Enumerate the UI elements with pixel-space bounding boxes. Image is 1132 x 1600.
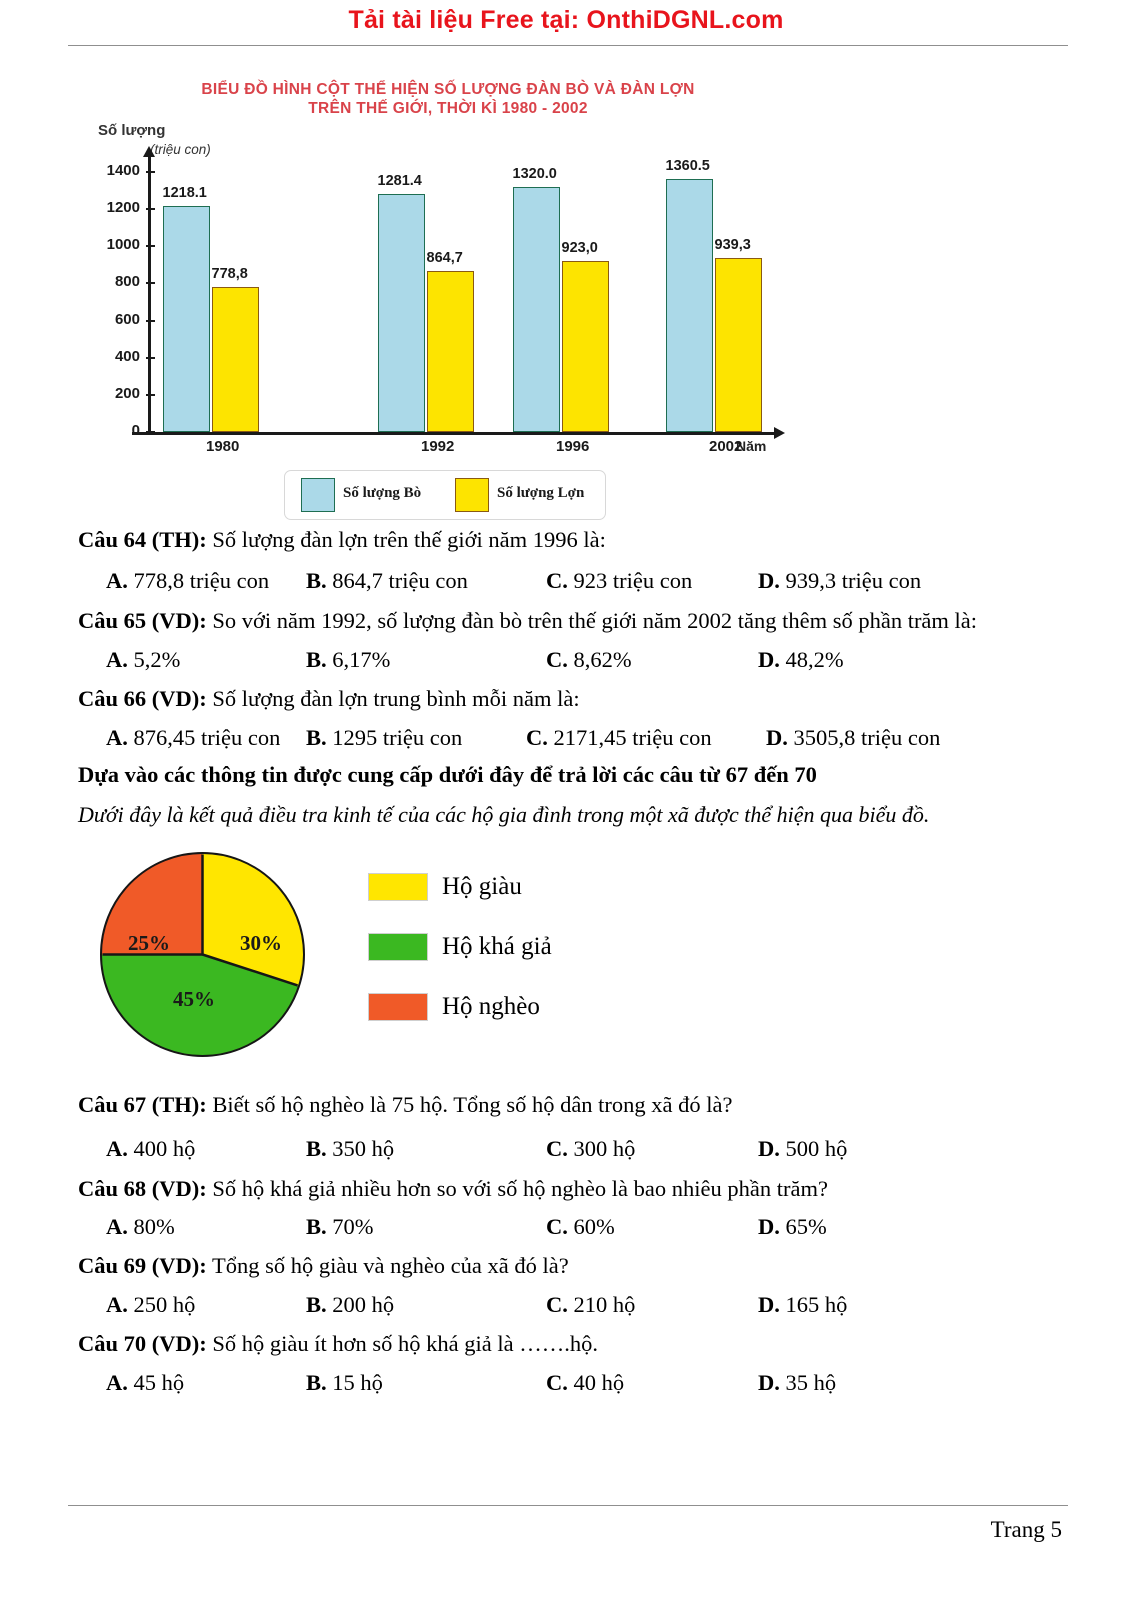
option-66-c[interactable]: C. 2171,45 triệu con [526, 725, 712, 750]
y-tick-1000: 1000 [106, 236, 140, 254]
bar-1996-bo [513, 187, 560, 432]
option-69-b[interactable]: B. 200 hộ [306, 1292, 395, 1317]
bar-value-1996-lon: 923,0 [561, 239, 598, 256]
y-tick-mark-0 [146, 431, 155, 433]
legend-label-lon: Số lượng Lợn [497, 485, 585, 501]
y-axis-line [148, 156, 151, 434]
pie-legend-label-rich: Hộ giàu [442, 873, 522, 900]
question-stem-67 [78, 1092, 1058, 1118]
bar-value-1992-lon: 864,7 [426, 250, 463, 267]
bar-1980-bo [163, 206, 210, 432]
answer-row-66 [78, 725, 1058, 755]
question-stem-68 [78, 1176, 1058, 1202]
promo-header: Tải tài liệu Free tại: OnthiDGNL.com [348, 6, 784, 34]
x-tick-1992: 1992 [421, 438, 455, 455]
option-66-b[interactable]: B. 1295 triệu con [306, 725, 463, 750]
option-65-d[interactable]: D. 48,2% [758, 647, 844, 672]
question-text-66: Số lượng đàn lợn trung bình mỗi năm là: [206, 686, 580, 711]
question-number-68: Câu 68 (VD): [78, 1176, 207, 1201]
answer-row-70 [78, 1370, 1058, 1400]
bar-chart-title-line2: TRÊN THẾ GIỚI, THỜI KÌ 1980 - 2002 [308, 100, 588, 117]
option-64-a[interactable]: A. 778,8 triệu con [106, 568, 270, 593]
y-axis-unit: (triệu con) [150, 142, 211, 157]
bar-chart-title-line1: BIỂU ĐỒ HÌNH CỘT THỂ HIỆN SỐ LƯỢNG ĐÀN BÒ VÀ ĐÀN LỢN [201, 81, 695, 98]
bar-value-1992-bo: 1281.4 [377, 173, 422, 190]
option-64-b[interactable]: B. 864,7 triệu con [306, 568, 468, 593]
bar-1980-lon [212, 287, 259, 432]
question-text-69: Tổng số hộ giàu và nghèo của xã đó là? [206, 1253, 569, 1278]
question-stem-65 [78, 608, 1058, 634]
pie-label-welloff: 45% [173, 987, 215, 1011]
pie-label-poor: 25% [128, 931, 170, 955]
footer-divider [68, 1505, 1068, 1506]
answer-row-65 [78, 647, 1058, 677]
legend-swatch-bo-icon [301, 478, 335, 512]
y-tick-400: 400 [114, 347, 140, 365]
bar-chart-legend [284, 470, 606, 520]
y-tick-mark-400 [146, 357, 155, 359]
y-tick-600: 600 [114, 310, 140, 328]
question-text-68: Số hộ khá giả nhiều hơn so với số hộ nghèo là bao nhiêu phần trăm? [206, 1176, 828, 1201]
pie-legend-label-poor: Hộ nghèo [442, 993, 540, 1020]
y-tick-mark-1000 [146, 245, 155, 247]
pie-legend-label-welloff: Hộ khá giả [442, 933, 552, 960]
option-67-a[interactable]: A. 400 hộ [106, 1136, 196, 1161]
option-69-a[interactable]: A. 250 hộ [106, 1292, 196, 1317]
option-67-b[interactable]: B. 350 hộ [306, 1136, 395, 1161]
question-text-67: Biết số hộ nghèo là 75 hộ. Tổng số hộ dân trong xã đó là? [206, 1092, 733, 1117]
option-67-c[interactable]: C. 300 hộ [546, 1136, 636, 1161]
y-tick-mark-200 [146, 394, 155, 396]
option-66-a[interactable]: A. 876,45 triệu con [106, 725, 281, 750]
option-64-c[interactable]: C. 923 triệu con [546, 568, 693, 593]
pie-legend-swatch-poor-icon [368, 993, 428, 1021]
answer-row-69 [78, 1292, 1058, 1322]
bar-value-1980-bo: 1218.1 [162, 184, 207, 201]
y-tick-1200: 1200 [106, 199, 140, 217]
question-stem-70 [78, 1331, 1058, 1357]
bar-1992-lon [427, 271, 474, 432]
bar-value-2002-bo: 1360.5 [665, 158, 710, 175]
header-divider [68, 45, 1068, 46]
option-68-a[interactable]: A. 80% [106, 1214, 175, 1239]
question-number-70: Câu 70 (VD): [78, 1331, 207, 1356]
x-tick-2002: 2002 [709, 438, 743, 455]
bar-2002-bo [666, 179, 713, 432]
pie-label-rich: 30% [240, 931, 282, 955]
bar-value-1996-bo: 1320.0 [512, 165, 557, 182]
option-65-a[interactable]: A. 5,2% [106, 647, 181, 672]
x-axis-line [132, 432, 776, 435]
pie-legend-swatch-welloff-icon [368, 933, 428, 961]
option-68-b[interactable]: B. 70% [306, 1214, 374, 1239]
answer-row-68 [78, 1214, 1058, 1244]
page-number: Trang 5 [990, 1517, 1062, 1542]
x-tick-1980: 1980 [206, 438, 240, 455]
y-axis-label: Số lượng [98, 122, 166, 139]
option-65-c[interactable]: C. 8,62% [546, 647, 632, 672]
pie-legend-swatch-rich-icon [368, 873, 428, 901]
option-70-b[interactable]: B. 15 hộ [306, 1370, 383, 1395]
question-number-65: Câu 65 (VD): [78, 608, 207, 633]
question-stem-69 [78, 1253, 1058, 1279]
section-italic-note: Dưới đây là kết quả điều tra kinh tế của các hộ gia đình trong một xã được thể hiện qua biểu đồ. [78, 802, 930, 827]
legend-label-bo: Số lượng Bò [343, 485, 422, 501]
question-stem-64 [78, 527, 1058, 553]
option-67-d[interactable]: D. 500 hộ [758, 1136, 848, 1161]
bar-value-2002-lon: 939,3 [714, 236, 751, 253]
y-tick-mark-1200 [146, 208, 155, 210]
y-tick-mark-800 [146, 282, 155, 284]
option-68-d[interactable]: D. 65% [758, 1214, 827, 1239]
option-65-b[interactable]: B. 6,17% [306, 647, 391, 672]
option-70-d[interactable]: D. 35 hộ [758, 1370, 837, 1395]
y-tick-mark-600 [146, 320, 155, 322]
question-text-64: Số lượng đàn lợn trên thế giới năm 1996 là: [206, 527, 606, 552]
bar-value-1980-lon: 778,8 [211, 266, 248, 283]
section-heading: Dựa vào các thông tin được cung cấp dưới đây để trả lời các câu từ 67 đến 70 [78, 762, 817, 787]
pie-chart [88, 848, 648, 1063]
option-66-d[interactable]: D. 3505,8 triệu con [766, 725, 941, 750]
answer-row-64 [78, 568, 1058, 598]
answer-row-67 [78, 1136, 1058, 1166]
question-number-69: Câu 69 (VD): [78, 1253, 207, 1278]
question-text-65: So với năm 1992, số lượng đàn bò trên thế giới năm 2002 tăng thêm số phần trăm là: [206, 608, 978, 633]
option-68-c[interactable]: C. 60% [546, 1214, 615, 1239]
x-axis-label: Năm [736, 438, 767, 454]
question-number-64: Câu 64 (TH): [78, 527, 207, 552]
legend-swatch-lon-icon [455, 478, 489, 512]
y-tick-200: 200 [114, 384, 140, 402]
option-70-a[interactable]: A. 45 hộ [106, 1370, 185, 1395]
x-tick-1996: 1996 [556, 438, 590, 455]
option-64-d[interactable]: D. 939,3 triệu con [758, 568, 922, 593]
bar-chart-title [128, 80, 768, 118]
option-70-c[interactable]: C. 40 hộ [546, 1370, 625, 1395]
y-tick-mark-1400 [146, 171, 155, 173]
x-axis-arrow-icon [774, 427, 785, 439]
y-tick-0: 0 [131, 422, 140, 439]
question-number-67: Câu 67 (TH): [78, 1092, 207, 1117]
bar-2002-lon [715, 258, 762, 432]
y-tick-800: 800 [114, 273, 140, 291]
option-69-d[interactable]: D. 165 hộ [758, 1292, 848, 1317]
question-stem-66 [78, 686, 1058, 712]
bar-1992-bo [378, 194, 425, 432]
y-axis-arrow-icon [143, 146, 155, 157]
bar-1996-lon [562, 261, 609, 432]
question-number-66: Câu 66 (VD): [78, 686, 207, 711]
bar-chart [88, 72, 800, 512]
option-69-c[interactable]: C. 210 hộ [546, 1292, 636, 1317]
y-tick-1400: 1400 [106, 162, 140, 179]
question-text-70: Số hộ giàu ít hơn số hộ khá giả là …….hộ. [206, 1331, 598, 1356]
